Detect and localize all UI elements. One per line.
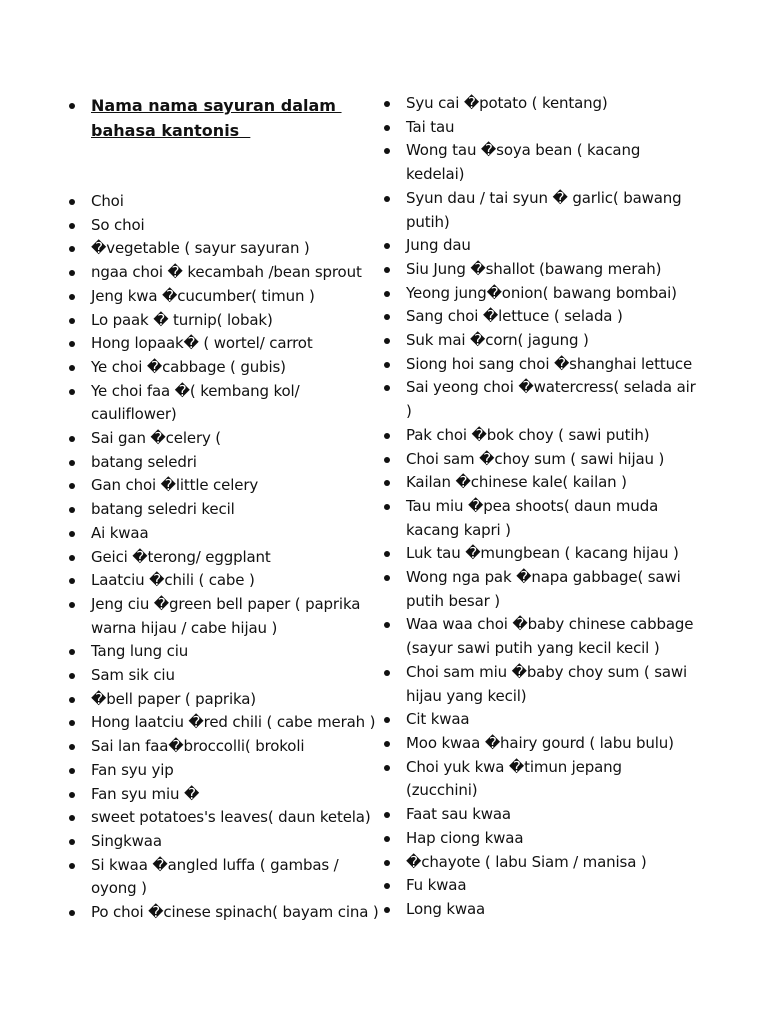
list-item-continuation: kedelai) — [406, 165, 465, 184]
list-item: Ai kwaa — [65, 522, 365, 546]
list-item: �vegetable ( sayur sayuran ) — [65, 237, 365, 261]
list-item: Sai gan �celery ( — [65, 427, 365, 451]
left-column-list — [65, 190, 379, 925]
list-item: Kailan �chinese kale( kailan ) — [380, 471, 690, 495]
list-item: Moo kwaa �hairy gourd ( labu bulu) — [380, 732, 690, 756]
list-item: Wong nga pak �napa gabbage( sawi — [380, 566, 690, 590]
list-item: Fan syu yip — [65, 759, 365, 783]
list-item: Sai lan faa�broccolli( brokoli — [65, 735, 365, 759]
list-item: Waa waa choi �baby chinese cabbage — [380, 613, 690, 637]
list-item: Faat sau kwaa — [380, 803, 690, 827]
list-item: Laatciu �chili ( cabe ) — [65, 569, 365, 593]
list-item-continuation: cauliflower) — [91, 405, 177, 424]
list-item: Sai yeong choi �watercress( selada air — [380, 376, 690, 400]
list-item: Tang lung ciu — [65, 640, 365, 664]
list-item: Yeong jung�onion( bawang bombai) — [380, 282, 690, 306]
heading-line-2: bahasa kantonis — [91, 120, 251, 140]
list-item: Siu Jung �shallot (bawang merah) — [380, 258, 690, 282]
list-item: Luk tau �mungbean ( kacang hijau ) — [380, 542, 690, 566]
list-item: Geici �terong/ eggplant — [65, 546, 365, 570]
right-column-list — [380, 92, 696, 922]
list-item: �chayote ( labu Siam / manisa ) — [380, 851, 690, 875]
list-item: Pak choi �bok choy ( sawi putih) — [380, 424, 690, 448]
list-item: Choi — [65, 190, 365, 214]
list-item: So choi — [65, 214, 365, 238]
list-item-continuation: putih besar ) — [406, 591, 500, 610]
list-item-continuation: ) — [406, 402, 412, 421]
list-item-continuation: warna hijau / cabe hijau ) — [91, 618, 278, 637]
list-item: Hong laatciu �red chili ( cabe merah ) — [65, 711, 365, 735]
list-item: Hong lopaak� ( wortel/ carrot — [65, 332, 365, 356]
list-item: Hap ciong kwaa — [380, 827, 690, 851]
list-item: Gan choi �little celery — [65, 474, 365, 498]
list-item-continuation: hijau yang kecil) — [406, 686, 527, 705]
list-item: sweet potatoes's leaves( daun ketela) — [65, 806, 365, 830]
list-item: Jung dau — [380, 234, 690, 258]
document-heading — [65, 94, 342, 143]
list-item: Long kwaa — [380, 898, 690, 922]
list-item: Cit kwaa — [380, 708, 690, 732]
heading-item — [65, 94, 342, 143]
list-item: Choi sam miu �baby choy sum ( sawi — [380, 661, 690, 685]
list-item: batang seledri — [65, 451, 365, 475]
list-item: Fan syu miu � — [65, 783, 365, 807]
list-item: batang seledri kecil — [65, 498, 365, 522]
list-item: Lo paak � turnip( lobak) — [65, 309, 365, 333]
list-item: Tau miu �pea shoots( daun muda — [380, 495, 690, 519]
list-item-continuation: (zucchini) — [406, 781, 478, 800]
list-item: ngaa choi � kecambah /bean sprout — [65, 261, 365, 285]
list-item: Choi yuk kwa �timun jepang — [380, 756, 690, 780]
list-item: Ye choi faa �( kembang kol/ — [65, 380, 365, 404]
list-item: Tai tau — [380, 116, 690, 140]
list-item: Wong tau �soya bean ( kacang — [380, 139, 690, 163]
list-item: Syu cai �potato ( kentang) — [380, 92, 690, 116]
list-item: Fu kwaa — [380, 874, 690, 898]
list-item-continuation: kacang kapri ) — [406, 520, 511, 539]
list-item: Jeng ciu �green bell paper ( paprika — [65, 593, 365, 617]
list-item: �bell paper ( paprika) — [65, 688, 365, 712]
list-item: Suk mai �corn( jagung ) — [380, 329, 690, 353]
heading-line-1: Nama nama sayuran dalam — [91, 96, 342, 115]
list-item: Sam sik ciu — [65, 664, 365, 688]
list-item: Siong hoi sang choi �shanghai lettuce — [380, 353, 690, 377]
list-item: Jeng kwa �cucumber( timun ) — [65, 285, 365, 309]
list-item: Si kwaa �angled luffa ( gambas / — [65, 854, 365, 878]
list-item-continuation: oyong ) — [91, 879, 147, 898]
list-item: Ye choi �cabbage ( gubis) — [65, 356, 365, 380]
list-item: Sang choi �lettuce ( selada ) — [380, 305, 690, 329]
list-item-continuation: (sayur sawi putih yang kecil kecil ) — [406, 639, 660, 658]
list-item: Choi sam �choy sum ( sawi hijau ) — [380, 448, 690, 472]
list-item: Syun dau / tai syun � garlic( bawang — [380, 187, 690, 211]
list-item-continuation: putih) — [406, 212, 450, 231]
list-item: Po choi �cinese spinach( bayam cina ) — [65, 901, 365, 925]
list-item: Singkwaa — [65, 830, 365, 854]
